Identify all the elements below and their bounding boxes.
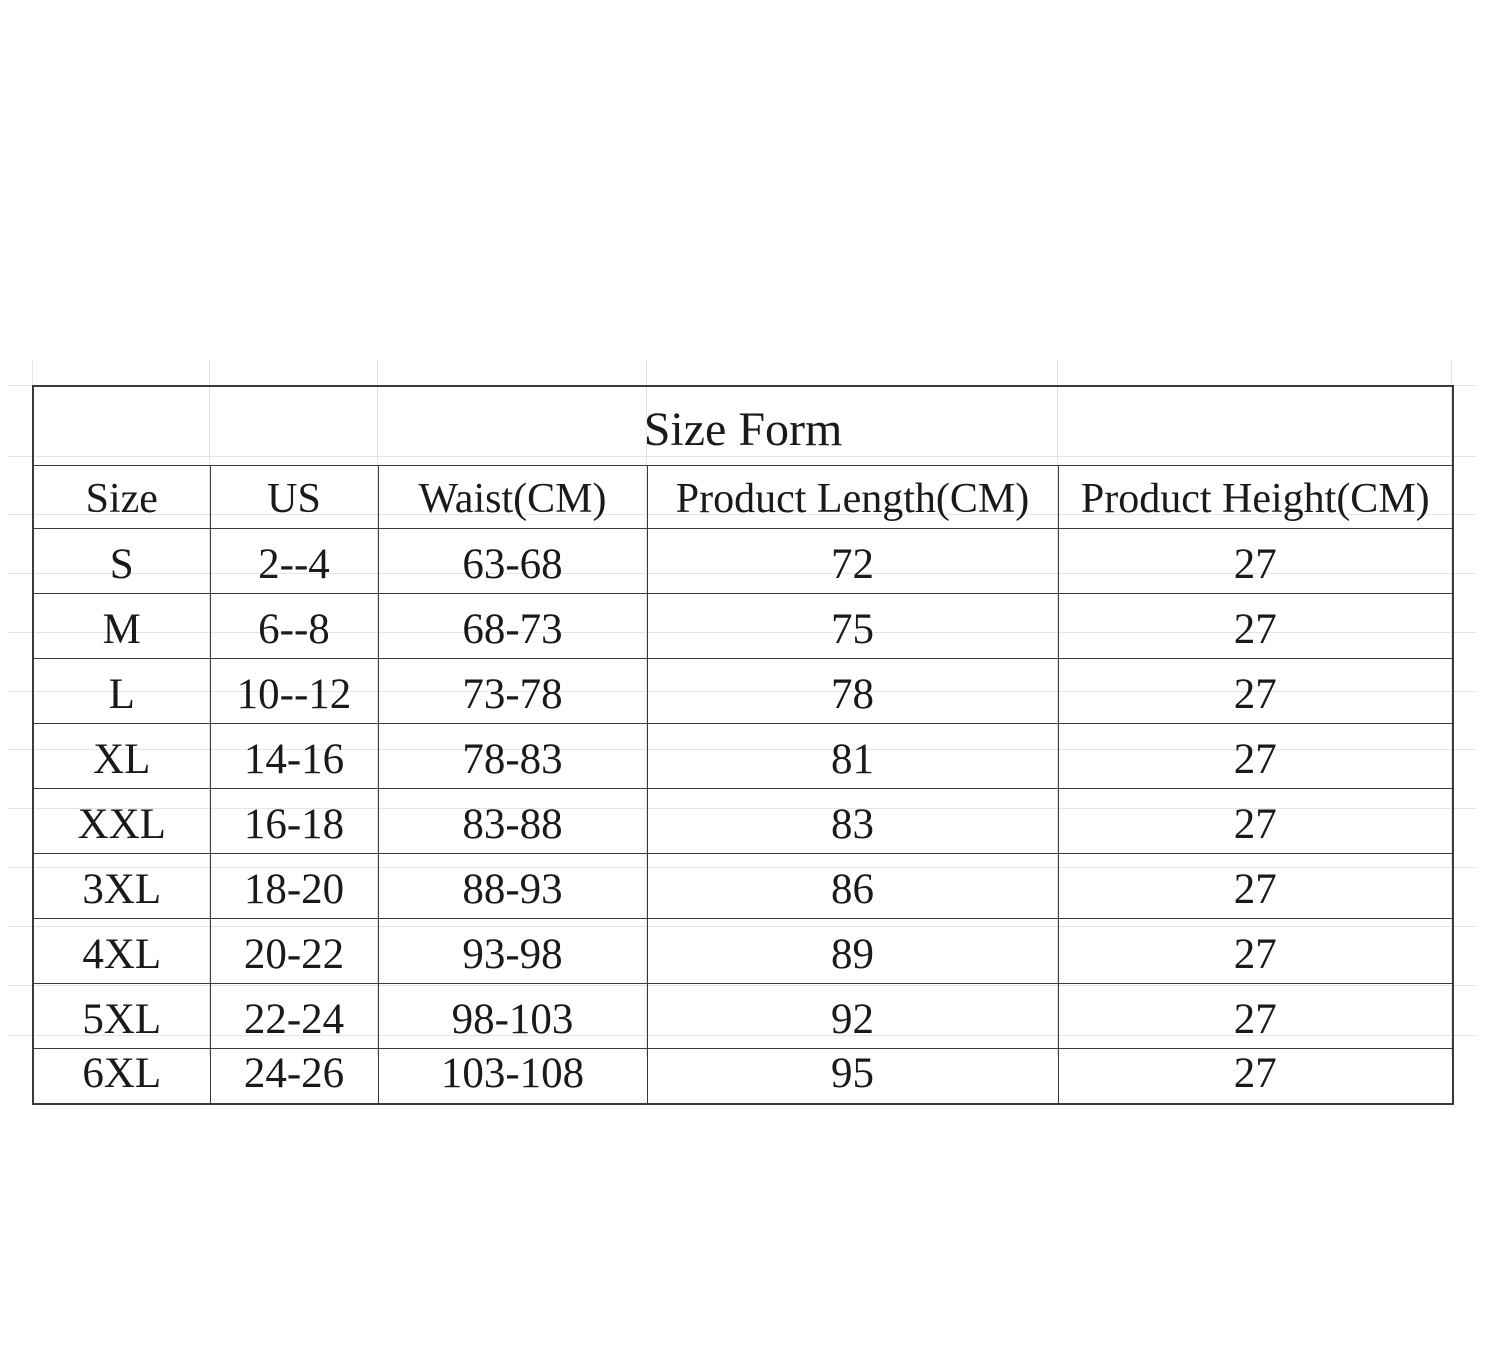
cell-product-height: 27	[1058, 919, 1453, 984]
cell-product-height: 27	[1058, 659, 1453, 724]
table-row	[33, 529, 1453, 594]
cell-size: S	[33, 529, 210, 594]
cell-us: 24-26	[210, 1049, 378, 1105]
cell-waist: 73-78	[378, 659, 647, 724]
cell-size: L	[33, 659, 210, 724]
header-row	[33, 466, 1453, 529]
cell-us: 6--8	[210, 594, 378, 659]
cell-product-height: 27	[1058, 789, 1453, 854]
cell-size: M	[33, 594, 210, 659]
cell-size: 6XL	[33, 1049, 210, 1105]
header-product-height: Product Height(CM)	[1058, 466, 1453, 529]
cell-us: 10--12	[210, 659, 378, 724]
cell-waist: 68-73	[378, 594, 647, 659]
cell-size: 5XL	[33, 984, 210, 1049]
header-waist: Waist(CM)	[378, 466, 647, 529]
cell-product-height: 27	[1058, 854, 1453, 919]
cell-product-height: 27	[1058, 724, 1453, 789]
size-form-table	[32, 385, 1454, 1105]
table-row	[33, 659, 1453, 724]
table-row	[33, 1049, 1453, 1105]
cell-us: 2--4	[210, 529, 378, 594]
cell-size: XL	[33, 724, 210, 789]
cell-product-length: 81	[647, 724, 1058, 789]
table-row	[33, 789, 1453, 854]
cell-waist: 83-88	[378, 789, 647, 854]
table-row	[33, 919, 1453, 984]
cell-waist: 63-68	[378, 529, 647, 594]
cell-us: 22-24	[210, 984, 378, 1049]
cell-product-length: 89	[647, 919, 1058, 984]
cell-size: XXL	[33, 789, 210, 854]
cell-product-length: 92	[647, 984, 1058, 1049]
title-row	[33, 386, 1453, 466]
cell-waist: 78-83	[378, 724, 647, 789]
cell-us: 20-22	[210, 919, 378, 984]
table-row	[33, 594, 1453, 659]
cell-waist: 93-98	[378, 919, 647, 984]
cell-us: 16-18	[210, 789, 378, 854]
cell-product-height: 27	[1058, 1049, 1453, 1105]
table-row	[33, 984, 1453, 1049]
table-row	[33, 724, 1453, 789]
cell-product-length: 75	[647, 594, 1058, 659]
table-title: Size Form	[33, 386, 1453, 466]
cell-product-height: 27	[1058, 594, 1453, 659]
header-size: Size	[33, 466, 210, 529]
cell-waist: 103-108	[378, 1049, 647, 1105]
cell-product-length: 72	[647, 529, 1058, 594]
cell-product-length: 95	[647, 1049, 1058, 1105]
cell-product-length: 83	[647, 789, 1058, 854]
cell-waist: 98-103	[378, 984, 647, 1049]
cell-product-height: 27	[1058, 984, 1453, 1049]
header-product-length: Product Length(CM)	[647, 466, 1058, 529]
cell-product-length: 86	[647, 854, 1058, 919]
cell-product-length: 78	[647, 659, 1058, 724]
header-us: US	[210, 466, 378, 529]
cell-size: 3XL	[33, 854, 210, 919]
cell-us: 18-20	[210, 854, 378, 919]
table-row	[33, 854, 1453, 919]
cell-product-height: 27	[1058, 529, 1453, 594]
cell-size: 4XL	[33, 919, 210, 984]
cell-us: 14-16	[210, 724, 378, 789]
cell-waist: 88-93	[378, 854, 647, 919]
